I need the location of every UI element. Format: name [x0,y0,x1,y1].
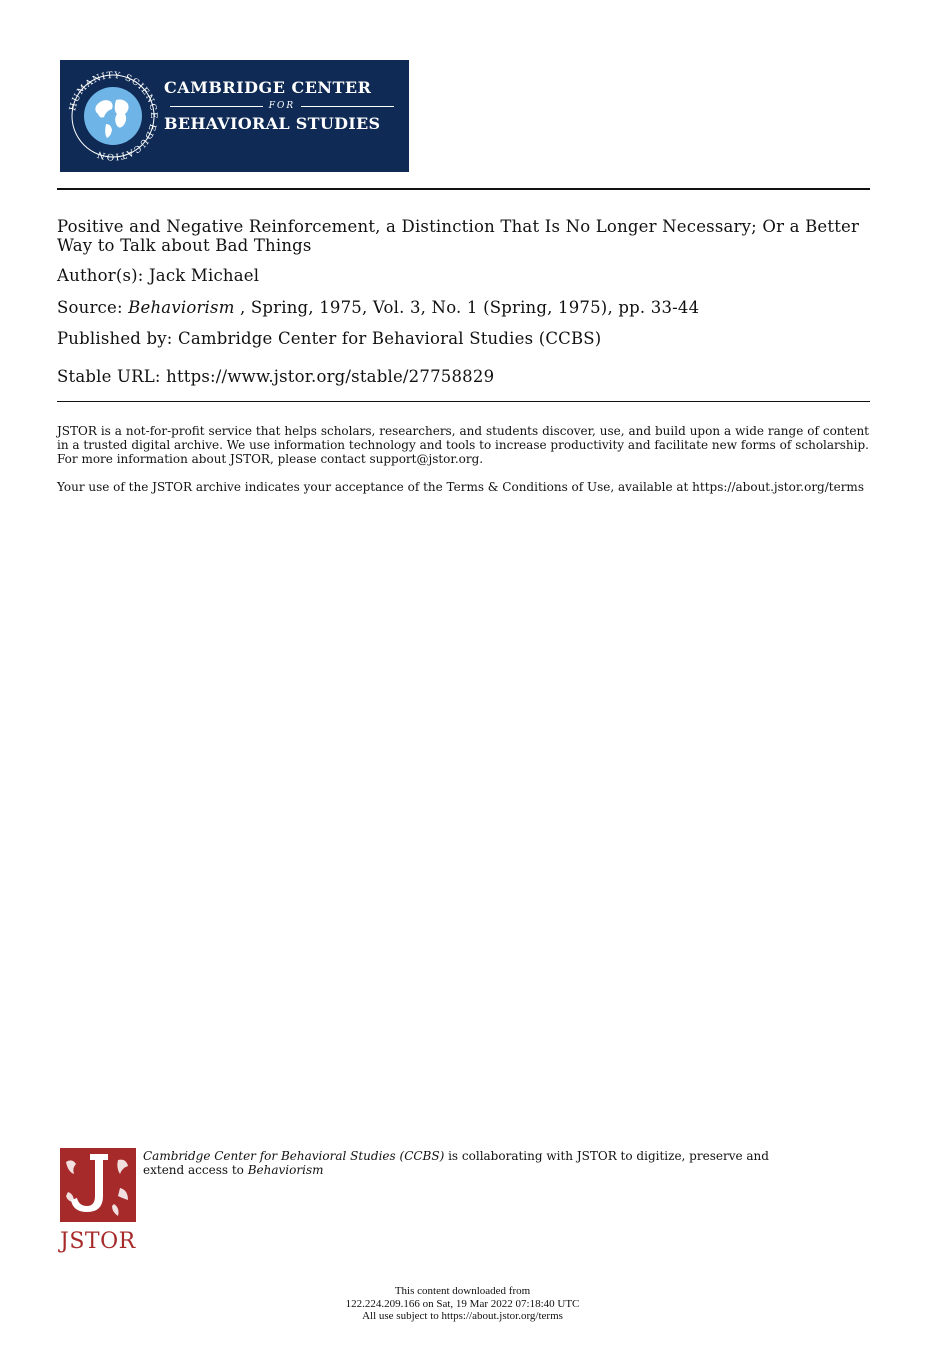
jstor-notice: JSTOR is a not-for-profit service that helps scholars, researchers, and students discover, use, and build upon a wide range of content in a trusted digital archive. We use information technology and tools to increase productivity and facilitate new forms of scholarship. For more information about JSTOR, please contact support@jstor.org. [57,424,869,466]
publisher-line [57,329,601,348]
globe-icon [68,70,158,162]
jstor-logo [60,1148,138,1256]
source-details: , Spring, 1975, Vol. 3, No. 1 (Spring, 1975), pp. 33-44 [234,298,700,317]
stable-url-line [57,367,494,386]
source-line [57,298,699,317]
collab-journal: Behaviorism [247,1163,324,1177]
footer-line1: This content downloaded from [394,1285,531,1297]
jstor-emblem-icon [60,1148,136,1222]
published-label: Published by: [57,329,178,348]
top-divider [57,188,870,190]
author-label: Author(s): [57,266,149,285]
collab-body: is collaborating with JSTOR to digitize, preserve and extend access to [143,1149,769,1177]
stable-url-label: Stable URL: [57,367,167,386]
logo-for-text: FOR [268,101,296,111]
source-journal: Behaviorism [128,298,235,317]
logo-ring-text: HUMANITY SCIENCE EDUCATION [68,70,158,162]
collaboration-text [143,1149,803,1177]
logo-text [164,78,400,133]
collab-org: Cambridge Center for Behavioral Studies (CCBS) [143,1149,445,1163]
jstor-wordmark: JSTOR [60,1229,136,1254]
terms-notice: Your use of the JSTOR archive indicates your acceptance of the Terms & Conditions of Use, available at https://about.jstor.org/terms [57,480,864,494]
author-line [57,266,259,285]
logo-line3: BEHAVIORAL STUDIES [164,114,381,133]
publisher-name: Cambridge Center for Behavioral Studies (CCBS) [178,329,602,348]
middle-divider [57,401,870,402]
author-name: Jack Michael [148,266,260,285]
source-label: Source: [57,298,129,317]
article-title: Positive and Negative Reinforcement, a Distinction That Is No Longer Necessary; Or a Better Way to Talk about Bad Things [57,217,860,255]
logo-line1: CAMBRIDGE CENTER [164,78,372,97]
stable-url-link[interactable]: https://www.jstor.org/stable/27758829 [166,367,495,386]
publisher-logo [60,60,409,172]
footer-line2: 122.224.209.166 on Sat, 19 Mar 2022 07:18:40 UTC [345,1297,580,1310]
logo-line2 [164,101,400,111]
download-footer [0,1285,925,1323]
footer-line3: All use subject to https://about.jstor.org/terms [362,1310,563,1322]
